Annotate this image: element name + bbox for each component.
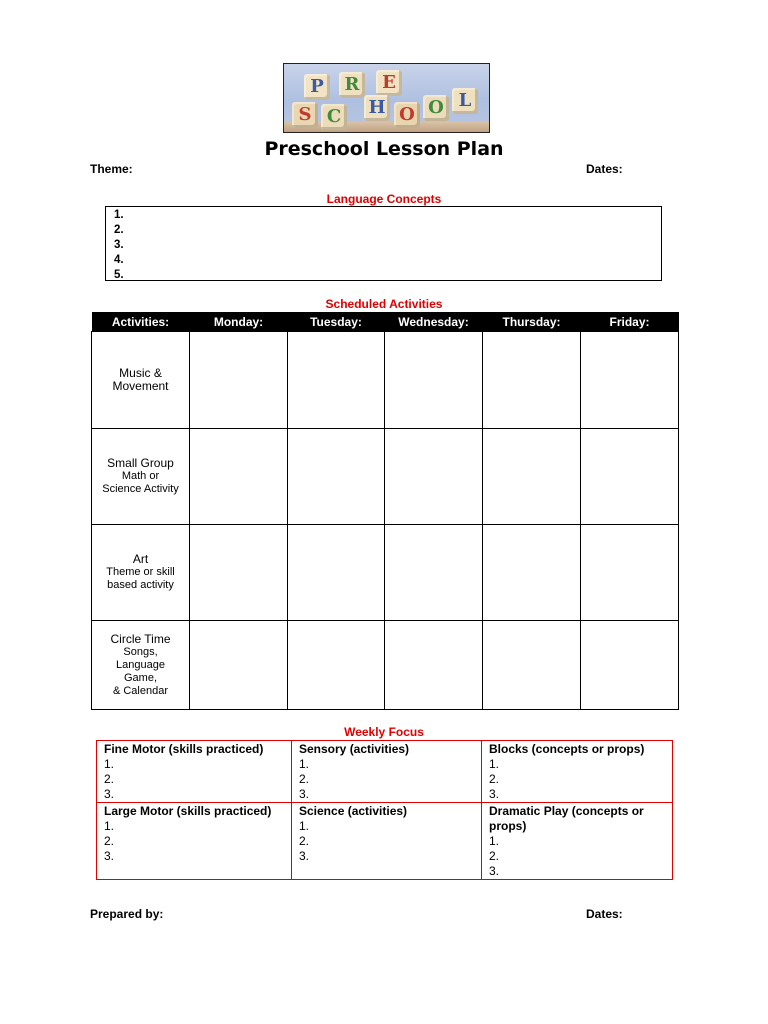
focus-item: 2. <box>299 834 310 848</box>
focus-cell-science[interactable] <box>292 803 482 880</box>
concept-item: 4. <box>114 254 124 266</box>
activity-subtitle: & Calendar <box>112 684 169 697</box>
column-header-friday: Friday: <box>581 312 679 332</box>
schedule-cell-monday[interactable] <box>190 429 288 525</box>
focus-title: Fine Motor (skills practiced) <box>104 742 264 756</box>
table-row <box>97 803 673 880</box>
weekly-focus-heading: Weekly Focus <box>344 725 424 739</box>
column-header-activities: Activities: <box>92 312 190 332</box>
schedule-cell-tuesday[interactable] <box>288 429 385 525</box>
schedule-cell-monday[interactable] <box>190 621 288 710</box>
activity-circle-time <box>92 621 190 710</box>
table-row <box>97 741 673 803</box>
activity-subtitle: Math or <box>121 470 160 482</box>
page-title: Preschool Lesson Plan <box>264 138 504 160</box>
column-header-tuesday: Tuesday: <box>288 312 385 332</box>
schedule-cell-thursday[interactable] <box>483 525 581 621</box>
schedule-cell-tuesday[interactable] <box>288 621 385 710</box>
schedule-cell-thursday[interactable] <box>483 332 581 429</box>
focus-cell-sensory[interactable] <box>292 741 482 803</box>
schedule-header-row <box>92 312 679 332</box>
schedule-cell-monday[interactable] <box>190 332 288 429</box>
focus-item: 2. <box>104 772 115 786</box>
focus-cell-dramatic-play[interactable] <box>482 803 673 880</box>
focus-cell-large-motor[interactable] <box>97 803 292 880</box>
table-row <box>92 621 679 710</box>
schedule-cell-wednesday[interactable] <box>385 332 483 429</box>
focus-title: Dramatic Play (concepts or props) <box>489 804 644 833</box>
activity-subtitle: Language <box>116 658 165 671</box>
theme-label: Theme: <box>90 162 133 176</box>
activity-title: Art <box>132 552 149 566</box>
schedule-cell-friday[interactable] <box>581 621 679 710</box>
activity-art <box>92 525 190 621</box>
preschool-blocks-logo <box>283 63 490 133</box>
activity-subtitle: Game, <box>123 671 157 684</box>
scheduled-activities-heading: Scheduled Activities <box>325 297 443 311</box>
focus-item: 3. <box>104 787 115 801</box>
schedule-cell-monday[interactable] <box>190 525 288 621</box>
column-header-monday: Monday: <box>190 312 288 332</box>
activity-small-group <box>92 429 190 525</box>
letter-block-s: S <box>292 102 318 128</box>
focus-item: 2. <box>489 849 500 863</box>
activity-title: Circle Time <box>110 631 171 646</box>
activity-title: Music & <box>119 366 162 380</box>
activity-subtitle: Theme or skill <box>106 566 175 578</box>
focus-item: 1. <box>104 757 115 771</box>
focus-item: 2. <box>489 772 500 786</box>
activity-subtitle: Songs, <box>123 645 158 658</box>
scheduled-activities-table <box>91 312 679 710</box>
language-concepts-heading: Language Concepts <box>326 192 442 206</box>
concept-item: 1. <box>114 209 124 221</box>
letter-block-l: L <box>452 88 478 114</box>
focus-item: 1. <box>489 834 500 848</box>
footer-dates-label: Dates: <box>586 907 623 921</box>
prepared-by-label: Prepared by: <box>90 907 164 921</box>
focus-title: Blocks (concepts or props) <box>489 742 645 756</box>
schedule-cell-wednesday[interactable] <box>385 525 483 621</box>
concept-item: 2. <box>114 224 124 236</box>
activity-title-cont: Movement <box>112 379 169 393</box>
focus-item: 2. <box>104 834 115 848</box>
schedule-cell-tuesday[interactable] <box>288 332 385 429</box>
focus-item: 1. <box>299 819 310 833</box>
schedule-cell-thursday[interactable] <box>483 429 581 525</box>
focus-item: 2. <box>299 772 310 786</box>
dates-label: Dates: <box>586 162 623 176</box>
focus-item: 3. <box>299 787 310 801</box>
letter-block-o-2: O <box>423 95 449 121</box>
activity-subtitle: based activity <box>107 579 174 591</box>
concept-item: 5. <box>114 269 124 281</box>
column-header-thursday: Thursday: <box>483 312 581 332</box>
focus-title: Sensory (activities) <box>299 742 410 756</box>
language-concepts-box <box>105 206 662 281</box>
column-header-wednesday: Wednesday: <box>385 312 483 332</box>
activity-music-movement <box>92 332 190 429</box>
schedule-cell-friday[interactable] <box>581 429 679 525</box>
focus-item: 3. <box>489 864 500 878</box>
activity-subtitle: Science Activity <box>102 483 179 495</box>
activity-title: Small Group <box>107 456 174 470</box>
letter-block-h: H <box>364 95 390 121</box>
table-row <box>92 525 679 621</box>
focus-item: 1. <box>299 757 310 771</box>
focus-item: 1. <box>489 757 500 771</box>
focus-cell-blocks[interactable] <box>482 741 673 803</box>
focus-item: 3. <box>489 787 500 801</box>
focus-title: Large Motor (skills practiced) <box>104 804 272 818</box>
schedule-cell-friday[interactable] <box>581 525 679 621</box>
concept-item: 3. <box>114 239 124 251</box>
focus-item: 3. <box>299 849 310 863</box>
weekly-focus-table <box>96 740 673 880</box>
schedule-cell-tuesday[interactable] <box>288 525 385 621</box>
table-row <box>92 429 679 525</box>
schedule-cell-friday[interactable] <box>581 332 679 429</box>
letter-block-r: R <box>339 72 365 98</box>
focus-cell-fine-motor[interactable] <box>97 741 292 803</box>
schedule-cell-thursday[interactable] <box>483 621 581 710</box>
schedule-cell-wednesday[interactable] <box>385 429 483 525</box>
table-row <box>92 332 679 429</box>
letter-block-e: E <box>376 70 402 96</box>
letter-block-p: P <box>304 74 330 100</box>
focus-item: 1. <box>104 819 115 833</box>
focus-item: 3. <box>104 849 115 863</box>
letter-block-c: C <box>321 104 347 130</box>
letter-block-o-1: O <box>394 102 420 128</box>
schedule-cell-wednesday[interactable] <box>385 621 483 710</box>
focus-title: Science (activities) <box>299 804 408 818</box>
